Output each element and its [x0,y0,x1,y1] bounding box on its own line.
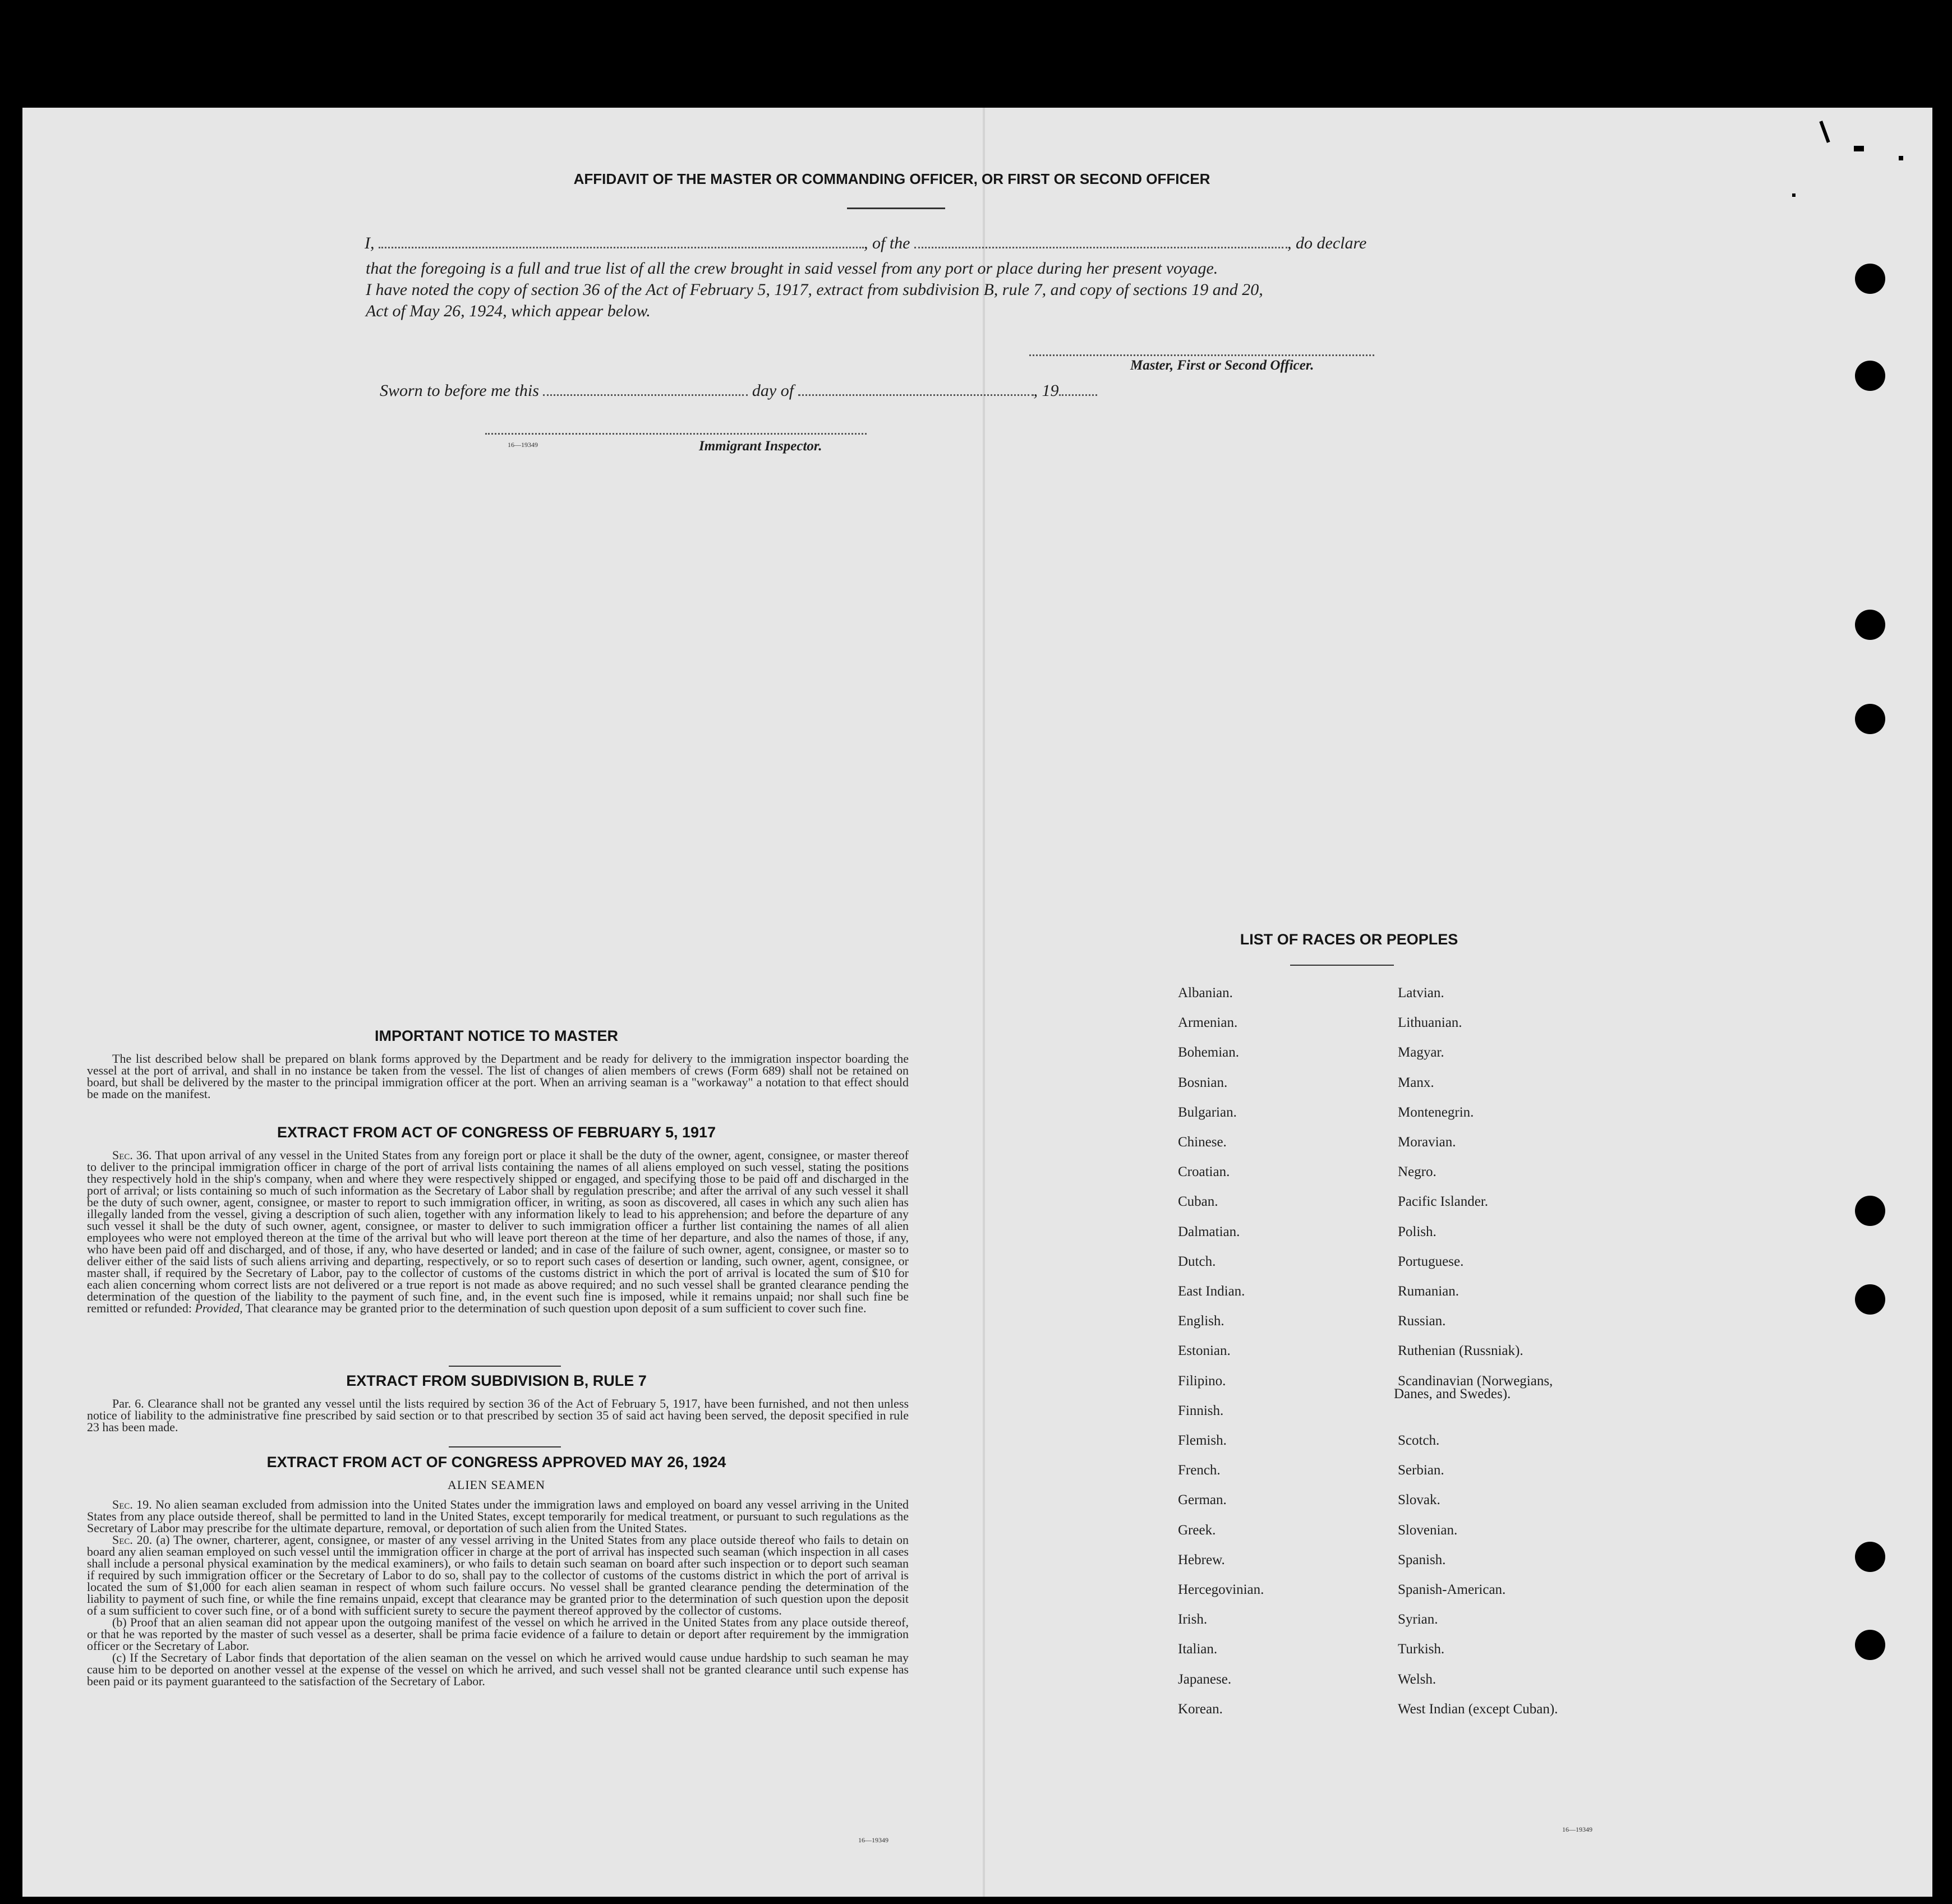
year-blank [1059,394,1097,396]
signature-line [1029,354,1374,356]
scan-speck [1854,146,1864,151]
sec-20-label: Sec. 20. [112,1533,153,1547]
race-item: Spanish. [1398,1552,1446,1568]
race-item: Slovenian. [1398,1522,1458,1538]
rule7-body: Par. 6. Clearance shall not be granted any vessel until the lists required by section 36 of the Act of February 5, 1917, have been furnished, and not then unless notice of liability to the administrative fine prescribed by said section or to that prescribed by section 35 of said act having been served, the deposit specified in rule 23 has been made. [87,1396,909,1434]
inspector-label: Immigrant Inspector. [699,439,822,454]
divider-2 [449,1446,561,1447]
race-item: Finnish. [1178,1403,1224,1418]
divider-1 [449,1366,561,1367]
rule7-title: EXTRACT FROM SUBDIVISION B, RULE 7 [346,1372,647,1389]
race-item: Dutch. [1178,1253,1216,1269]
race-item: Slovak. [1398,1492,1440,1508]
race-item: Scandinavian (Norwegians, [1398,1373,1553,1389]
year-prefix: , 19 [1033,381,1059,400]
race-item: Bulgarian. [1178,1104,1237,1120]
race-item: Armenian. [1178,1015,1238,1031]
center-fold [983,108,985,1897]
race-item: Bohemian. [1178,1045,1240,1061]
scan-speck [1899,156,1903,160]
race-item: Cuban. [1178,1194,1218,1210]
race-item: Korean. [1178,1701,1223,1717]
race-item: Croatian. [1178,1164,1230,1180]
day-blank [543,394,748,396]
sec-20b: (b) Proof that an alien seaman did not appear upon the outgoing manifest of the vessel on which he arrived in the United States from any place outside thereof, or that he was reported by the master of such vessel as a deserter, shall be prima facie evidence of a failure to detain or deport after requirement by the immigration officer or the Secretary of Labor. [87,1615,909,1653]
race-item: Russian. [1398,1313,1446,1329]
sec-19 [87,1499,909,1534]
race-item: Flemish. [1178,1433,1227,1448]
race-item: Bosnian. [1178,1075,1228,1090]
race-item: Latvian. [1398,985,1444,1001]
races-title: LIST OF RACES OR PEOPLES [1240,931,1458,948]
signature-label: Master, First or Second Officer. [1130,358,1314,373]
inspector-line [485,433,867,435]
sworn-line [380,381,1097,400]
binder-hole [1855,361,1885,391]
form-number-right: 16—19349 [1562,1825,1592,1833]
races-title-rule [1290,965,1394,966]
binder-hole [1855,1630,1885,1660]
sec-19-text: No alien seaman excluded from admission into the United States under the immigration laws and employed on board any vessel arriving in the United States from any place outside thereof, shall be permitted to land in the United States, except temporarily for medical treatment, or pursuant to such regulations as the Secretary of Labor may prescribe for the ultimate departure, removal, or deportation of such alien from the United States. [87,1497,909,1535]
notice-title: IMPORTANT NOTICE TO MASTER [375,1027,618,1044]
race-item: Magyar. [1398,1045,1444,1061]
sec-20c: (c) If the Secretary of Labor finds that deportation of the alien seaman on the vessel on which he arrived would cause undue hardship to such seaman he may cause him to be deported on another vessel at the expense of the vessel on which he arrived, and such vessel shall not be granted clearance until such expense has been paid or its payment guaranteed to the satisfaction of the Secretary of Labor. [87,1651,909,1688]
race-item: East Indian. [1178,1284,1245,1299]
form-number-top: 16—19349 [508,441,538,449]
affidavit-title-rule [847,208,945,209]
affidavit-line-1 [365,234,1366,253]
race-item: Filipino. [1178,1373,1226,1389]
race-item: Dalmatian. [1178,1224,1240,1239]
affidavit-do-declare: , do declare [1287,234,1367,252]
race-item: German. [1178,1492,1227,1508]
race-item: Lithuanian. [1398,1015,1462,1031]
affidavit-title: AFFIDAVIT OF THE MASTER OR COMMANDING OFFICER, OR FIRST OR SECOND OFFICER [573,170,1210,187]
race-item: Polish. [1398,1224,1437,1239]
extract-1924-title: EXTRACT FROM ACT OF CONGRESS APPROVED MAY 26, 1924 [266,1454,726,1470]
race-item: Syrian. [1398,1612,1438,1628]
proviso-label: Provided, [195,1301,243,1315]
race-scandinavian-cont: Danes, and Swedes). [1394,1386,1511,1402]
race-item: Moravian. [1398,1135,1456,1150]
race-item: Pacific Islander. [1398,1194,1489,1210]
race-item: Irish. [1178,1612,1208,1628]
race-item: Welsh. [1398,1671,1437,1687]
affidavit-line-3: I have noted the copy of section 36 of the Act of February 5, 1917, extract from subdivision B, rule 7, and copy of sections 19 and 20, [366,280,1263,299]
race-item: Albanian. [1178,985,1233,1001]
sec-20a-text: (a) The owner, charterer, agent, consignee, or master of any vessel arriving in the United States from any place outside thereof who fails to detain on board any alien seaman employed on such vessel until the immigration officer in charge at the port of arrival has inspected such seaman (which inspection in all cases shall include a personal physical examination by the medical examiners), or who fails to detain such seaman on board after such inspection or to deport such seaman if required by such immigration officer or the Secretary of Labor to do so, shall pay to the collector of customs of the customs district in which the port of arrival is located the sum of $1,000 for each alien seaman in respect of whom such failure occurs. No vessel shall be granted clearance pending the determination of the liability to payment of such fine, or while the fine remains unpaid, except that clearance may be granted prior to the determination of such question upon the deposit of a sum sufficient to cover such fine, or of a bond with sufficient surety to secure the payment thereof approved by the collector of customs. [87,1533,909,1617]
binder-hole [1855,610,1885,640]
race-item: Negro. [1398,1164,1437,1180]
extract-1917-title: EXTRACT FROM ACT OF CONGRESS OF FEBRUARY 5, 1917 [277,1124,716,1141]
day-of-text: day of [752,381,794,400]
race-item: English. [1178,1313,1224,1329]
race-item: Estonian. [1178,1343,1231,1359]
race-item: Portuguese. [1398,1253,1464,1269]
race-item: Scotch. [1398,1433,1440,1448]
sec-20a [87,1534,909,1616]
binder-hole [1855,704,1885,734]
race-item: Manx. [1398,1075,1434,1090]
race-item: Montenegrin. [1398,1104,1474,1120]
race-item: Rumanian. [1398,1284,1460,1299]
affidavit-of-the: , of the [864,234,910,252]
sec-36-label: Sec. 36. [112,1148,152,1162]
race-item: Greek. [1178,1522,1216,1538]
race-item: Hebrew. [1178,1552,1225,1568]
race-item: Serbian. [1398,1463,1444,1478]
sec-19-label: Sec. 19. [112,1497,152,1511]
binder-hole [1855,264,1885,294]
name-blank [379,247,864,248]
notice-body: The list described below shall be prepared on blank forms approved by the Department and be ready for delivery to the immigration inspector boarding the vessel at the port of arrival, and shall in no instance be taken from the vessel. The list of changes of alien members of crews (Form 689) shall not be retained on board, but shall be delivered by the master to the principal immigration officer at the port. When an arriving seaman is a "workaway" a notation to that effect should be made on the manifest. [87,1052,909,1101]
proviso-text: That clearance may be granted prior to the determination of such question upon deposit of a sum sufficient to cover such fine. [245,1301,867,1315]
race-item: Turkish. [1398,1642,1445,1657]
binder-hole [1855,1542,1885,1572]
affidavit-i: I, [365,234,375,252]
race-item: Hercegovinian. [1178,1582,1264,1597]
extract-1917-body [87,1149,909,1314]
race-item: French. [1178,1463,1221,1478]
scan-speck [1792,193,1796,197]
alien-seamen-subtitle: ALIEN SEAMEN [448,1478,545,1492]
race-item: Spanish-American. [1398,1582,1506,1597]
sworn-text: Sworn to before me this [380,381,539,400]
affidavit-line-2: that the foregoing is a full and true list of all the crew brought in said vessel from any port or place during her present voyage. [366,259,1218,278]
extract-1924-body [87,1499,909,1687]
sec-36-text: That upon arrival of any vessel in the United States from any foreign port or place it shall be the duty of the owner, agent, consignee, or master thereof to deliver to the principal immigration officer in charge of the port of arrival lists containing the names of all aliens employed on such vessel, stating the positions they respectively hold in the ship's company, when and where they were respectively shipped or engaged, and specifying those to be paid off and discharged in the port of arrival; or lists containing so much of such information as the Secretary of Labor shall by regulation prescribe; and after the arrival of any such vessel it shall be the duty of such owner, agent, consignee, or master to report to such immigration officer, in writing, as soon as discovered, all cases in which any such alien has illegally landed from the vessel, giving a description of such alien, together with any information likely to lead to his apprehension; and before the departure of any such vessel it shall be the duty of such owner, agent, consignee, or master to deliver to such immigration officer a further list containing the names of all alien employees who were not employed thereon at the time of the arrival but who will leave port thereon at the time of her departure, and also the names of those, if any, who have been paid off and discharged, and of those, if any, who have deserted or landed; and in case of the failure of such owner, agent, consignee, or master so to deliver either of the said lists of such aliens arriving and departing, respectively, or so to report such cases of desertion or landing, such owner, agent, consignee, or master shall, if required by the Secretary of Labor, pay to the collector of customs of the customs district in which the port of arrival is located the sum of $10 for each alien concerning whom correct lists are not delivered or a true report is not made as above required; and no such vessel shall be granted clearance pending the determination of the question of the liability to the payment of such fine, and, in the event such fine is imposed, while it remains unpaid; nor shall such fine be remitted or refunded: [87,1148,909,1315]
affidavit-line-4: Act of May 26, 1924, which appear below. [366,302,651,320]
binder-hole [1855,1196,1885,1226]
race-item: Ruthenian (Russniak). [1398,1343,1523,1359]
race-item: West Indian (except Cuban). [1398,1701,1558,1717]
race-item: Italian. [1178,1642,1218,1657]
vessel-blank [914,247,1287,248]
race-item: Chinese. [1178,1135,1227,1150]
race-item: Japanese. [1178,1671,1232,1687]
binder-hole [1855,1284,1885,1315]
form-number-left: 16—19349 [858,1836,888,1844]
month-blank [798,394,1034,396]
document-page [22,108,1932,1897]
